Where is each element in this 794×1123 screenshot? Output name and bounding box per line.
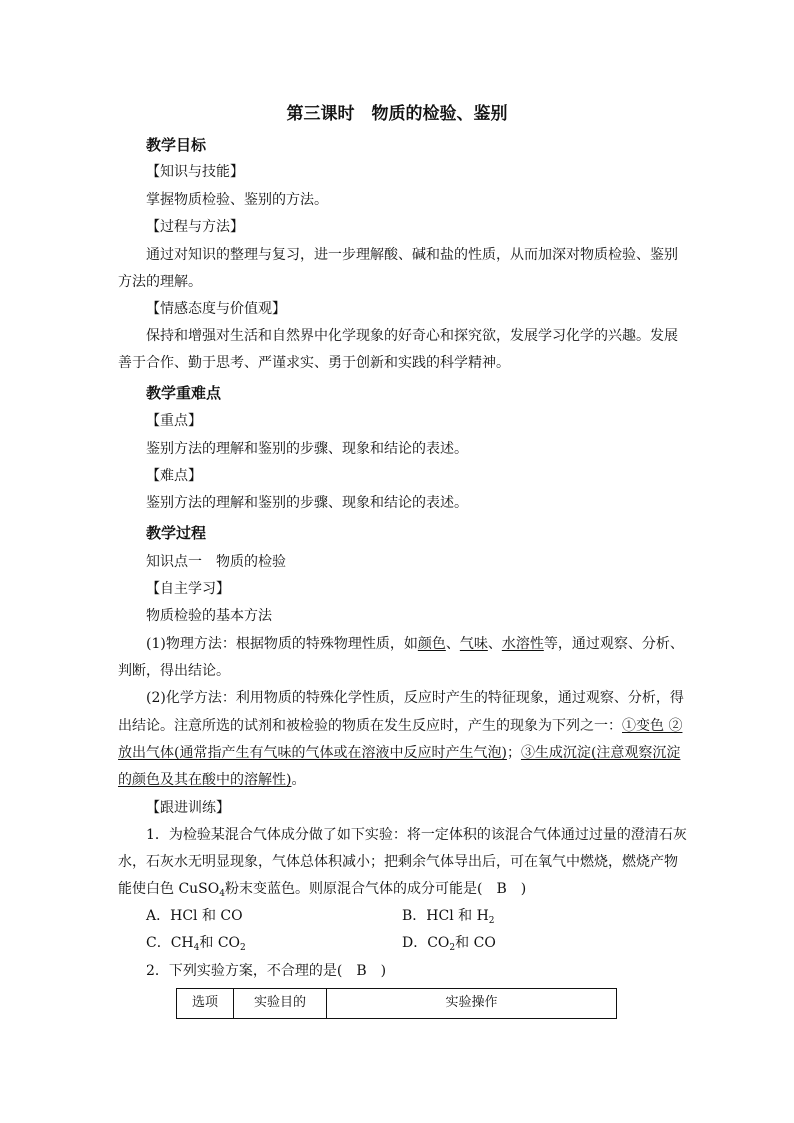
page-title: 第三课时 物质的检验、鉴别 xyxy=(286,104,508,124)
process-text-line2: 方法的理解。 xyxy=(118,274,202,290)
hard-tag: 【难点】 xyxy=(146,468,202,484)
difficulty-heading: 教学重难点 xyxy=(146,384,222,402)
question-1-option-d: D．$CO_2$和 CO xyxy=(402,935,496,953)
question-1-line3: 能使白色 CuSO$_4$粉末变蓝色。则原混合气体的成分可能是( B ) xyxy=(118,881,527,899)
knowledge-text: 掌握物质检验、鉴别的方法。 xyxy=(146,192,328,208)
attitude-text-line1: 保持和增强对生活和自然界中化学现象的好奇心和探究欲，发展学习化学的兴趣。发展 xyxy=(146,328,678,344)
physical-method-line1: (1)物理方法：根据物质的特殊物理性质，如颜色、气味、水溶性等，通过观察、分析、 xyxy=(146,636,684,652)
chemical-method-line4: 的颜色及其在酸中的溶解性)。 xyxy=(118,772,306,788)
question-2: 2．下列实验方案，不合理的是( B ) xyxy=(146,963,387,979)
practice-tag: 【跟进训练】 xyxy=(146,800,230,816)
experiment-table xyxy=(176,988,617,1019)
question-1-option-a: A．HCl 和 CO xyxy=(146,908,243,924)
question-1-line2: 水，石灰水无明显现象，气体总体积减小；把剩余气体导出后，可在氧气中燃烧，燃烧产物 xyxy=(118,854,678,870)
process-text-line1: 通过对知识的整理与复习，进一步理解酸、碱和盐的性质，从而加深对物质检验、鉴别 xyxy=(146,247,678,263)
basic-methods: 物质检验的基本方法 xyxy=(146,608,272,624)
knowledge-tag: 【知识与技能】 xyxy=(146,164,244,180)
chemical-method-line3: 放出气体(通常指产生有气味的气体或在溶液中反应时产生气泡)；③生成沉淀(注意观察沉淀 xyxy=(118,745,681,761)
question-1-option-b: B．HCl 和 $H_2$ xyxy=(402,908,495,926)
knowledge-point-1: 知识点一 物质的检验 xyxy=(146,554,286,570)
table-header-row xyxy=(177,989,617,1019)
chemical-method-line1: (2)化学方法：利用物质的特殊化学性质，反应时产生的特征现象，通过观察、分析，得 xyxy=(146,690,684,706)
question-1-line1: 1．为检验某混合气体成分做了如下实验：将一定体积的该混合气体通过过量的澄清石灰 xyxy=(146,827,687,843)
table-header-operation: 实验操作 xyxy=(327,989,617,1019)
question-1-option-c: C．$CH_4$和 $CO_2$ xyxy=(146,935,246,953)
process-tag: 【过程与方法】 xyxy=(146,219,244,235)
physical-method-line2: 判断，得出结论。 xyxy=(118,663,230,679)
key-tag: 【重点】 xyxy=(146,413,202,429)
key-text: 鉴别方法的理解和鉴别的步骤、现象和结论的表述。 xyxy=(146,441,468,457)
self-study-tag: 【自主学习】 xyxy=(146,581,230,597)
hard-text: 鉴别方法的理解和鉴别的步骤、现象和结论的表述。 xyxy=(146,495,468,511)
process-heading: 教学过程 xyxy=(146,524,207,542)
goals-heading: 教学目标 xyxy=(146,136,207,154)
attitude-text-line2: 善于合作、勤于思考、严谨求实、勇于创新和实践的科学精神。 xyxy=(118,355,510,371)
table-header-option: 选项 xyxy=(177,989,234,1019)
attitude-tag: 【情感态度与价值观】 xyxy=(146,301,286,317)
table-header-purpose: 实验目的 xyxy=(234,989,327,1019)
chemical-method-line2: 出结论。注意所选的试剂和被检验的物质在发生反应时，产生的现象为下列之一：①变色 ② xyxy=(118,718,683,734)
